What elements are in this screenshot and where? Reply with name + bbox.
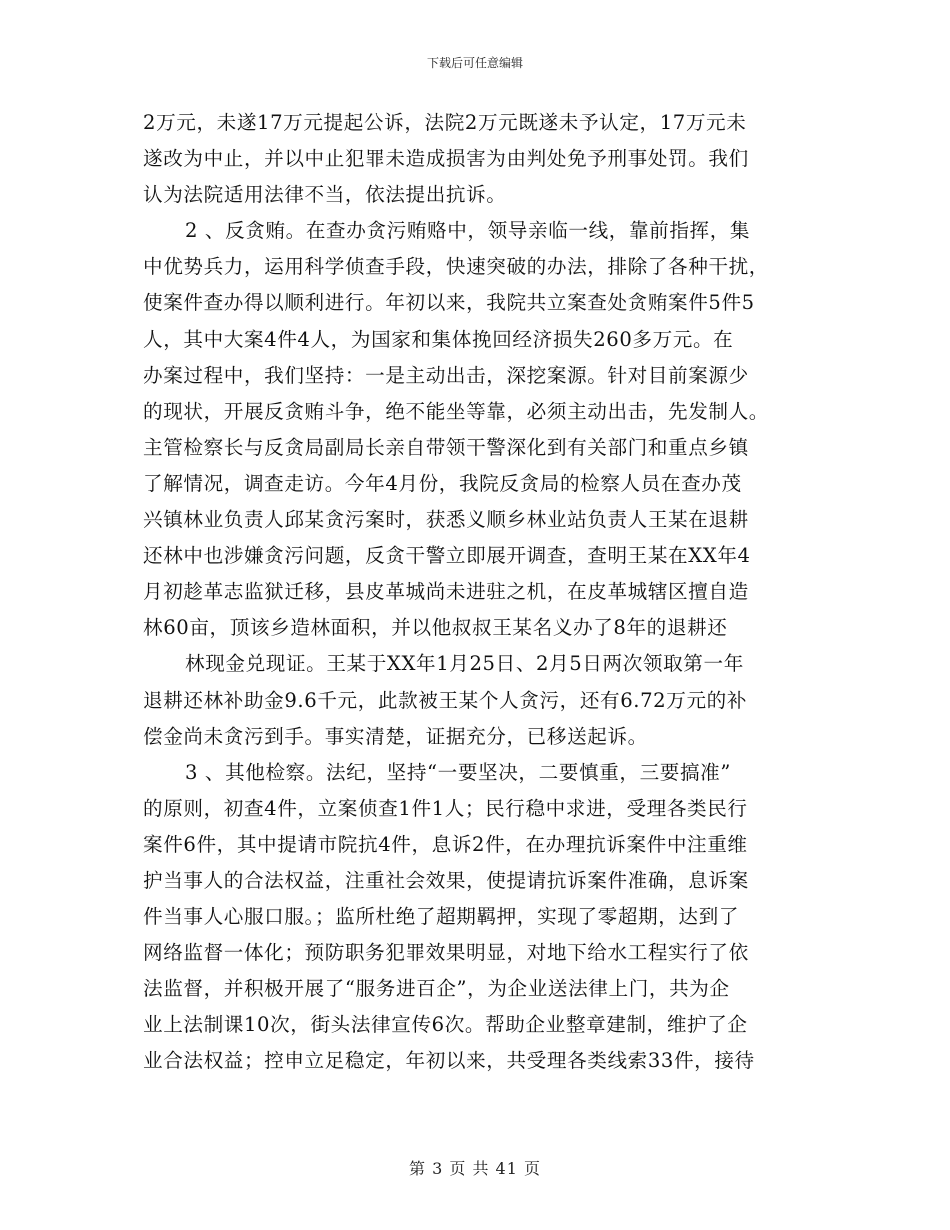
text-line: 偿金尚未贪污到手。事实清楚，证据充分，已移送起诉。 bbox=[143, 724, 648, 748]
text-line: 中优势兵力，运用科学侦查手段，快速突破的办法，排除了各种干扰， bbox=[143, 255, 770, 279]
page-header: 下载后可任意编辑 bbox=[426, 56, 523, 70]
page-number-footer: 第 3 页 共 41 页 bbox=[409, 1159, 541, 1178]
text-line: 的原则，初查4件，立案侦查1件1人；民行稳中求进，受理各类民行 bbox=[143, 796, 748, 820]
text-line: 案件6件，其中提请市院抗4件，息诉2件，在办理抗诉案件中注重维 bbox=[143, 832, 748, 856]
text-line: 还林中也涉嫌贪污问题，反贪干警立即展开调查，查明王某在XX年4 bbox=[143, 544, 751, 568]
document-body bbox=[143, 105, 813, 1080]
text-line: 的现状，开展反贪贿斗争，绝不能坐等靠，必须主动出击，先发制人。 bbox=[143, 399, 770, 423]
text-line: 业上法制课10次，街头法律宣传6次。帮助企业整章建制，维护了企 bbox=[143, 1013, 748, 1037]
text-line: 2万元，未遂17万元提起公诉，法院2万元既遂未予认定，17万元未 bbox=[143, 111, 747, 134]
text-line: 兴镇林业负责人邱某贪污案时，获悉义顺乡林业站负责人王某在退耕 bbox=[143, 508, 749, 532]
text-line: 遂改为中止，并以中止犯罪未造成损害为由判处免予刑事处罚。我们 bbox=[143, 147, 749, 171]
text-line: 林现金兑现证。王某于XX年1月25日、2月5日两次领取第一年 bbox=[185, 652, 744, 676]
text-line: 业合法权益；控申立足稳定，年初以来，共受理各类线索33件，接待 bbox=[143, 1049, 755, 1073]
text-line: 主管检察长与反贪局副局长亲自带领干警深化到有关部门和重点乡镇 bbox=[143, 435, 749, 459]
text-line: 认为法院适用法律不当，依法提出抗诉。 bbox=[143, 183, 507, 207]
text-line: 月初趁革志监狱迁移，县皮革城尚未进驻之机，在皮革城辖区擅自造 bbox=[143, 580, 749, 604]
text-line: 退耕还林补助金9.6千元，此款被王某个人贪污，还有6.72万元的补 bbox=[143, 688, 748, 712]
text-line: 网络监督一体化；预防职务犯罪效果明显，对地下给水工程实行了依 bbox=[143, 941, 749, 965]
text-line: 件当事人心服口服。；监所杜绝了超期羁押，实现了零超期，达到了 bbox=[143, 905, 740, 929]
text-line: 2 、反贪贿。在查办贪污贿赂中，领导亲临一线，靠前指挥，集 bbox=[185, 219, 751, 243]
text-line: 了解情况，调查走访。今年4月份，我院反贪局的检察人员在查办茂 bbox=[143, 471, 742, 495]
text-line: 法监督，并积极开展了“服务进百企”，为企业送法律上门，共为企 bbox=[143, 977, 730, 1001]
text-line: 林60亩，顶该乡造林面积，并以他叔叔王某名义办了8年的退耕还 bbox=[143, 616, 728, 640]
text-line: 使案件查办得以顺利进行。年初以来，我院共立案查处贪贿案件5件5 bbox=[143, 291, 755, 315]
text-line: 护当事人的合法权益，注重社会效果，使提请抗诉案件准确，息诉案 bbox=[143, 868, 749, 892]
text-line: 人，其中大案4件4人，为国家和集体挽回经济损失260多万元。在 bbox=[143, 327, 734, 351]
text-line: 办案过程中，我们坚持：一是主动出击，深挖案源。针对目前案源少 bbox=[143, 363, 749, 387]
text-line: 3 、其他检察。法纪，坚持“一要坚决，二要慎重，三要搞准” bbox=[185, 760, 731, 784]
